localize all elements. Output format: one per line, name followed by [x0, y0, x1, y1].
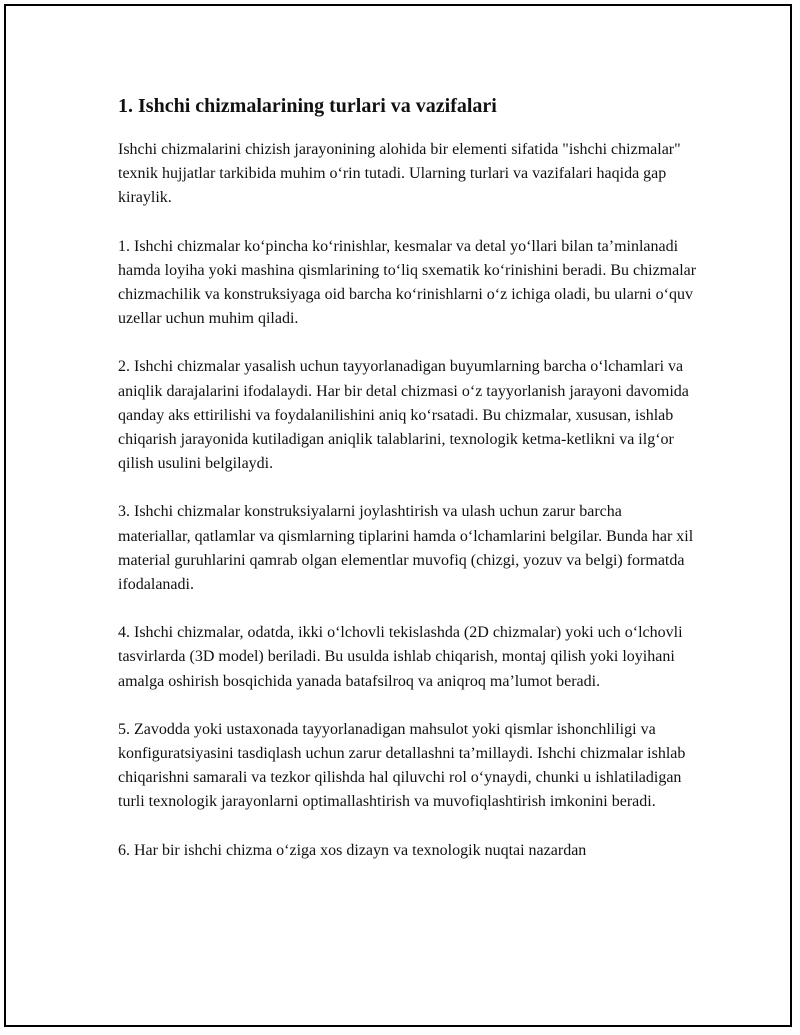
paragraph-item-3: 3. Ishchi chizmalar konstruksiyalarni joylashtirish va ulash uchun zarur barcha materiallar, qatlamlar va qismlarning tiplarini hamda o‘lchamlarini belgilar. Bunda har xil material guruhlarini qamrab olgan elementlar muvofiq (chizgi, yozuv va belgi) formatda ifodalanadi. — [118, 503, 694, 594]
document-body — [118, 92, 698, 887]
paragraph-item-1: 1. Ishchi chizmalar ko‘pincha ko‘rinishlar, kesmalar va detal yo‘llari bilan ta’minlanadi hamda loyiha yoki mashina qismlarining to‘liq sxematik ko‘rinishini beradi. Bu chizmalar chizmachilik va konstruksiyaga oid barcha ko‘rinishlarni o‘z ichiga oladi, bu ularni o‘quv uzellar uchun muhim qiladi. — [118, 237, 697, 328]
paragraph-item-5: 5. Zavodda yoki ustaxonada tayyorlanadigan mahsulot yoki qismlar ishonchliligi va konfiguratsiyasini tasdiqlash uchun zarur detallashni ta’millaydi. Ishchi chizmalar ishlab chiqarishni samarali va tezkor qilishda hal qiluvchi rol o‘ynaydi, chunki u ishlatiladigan turli texnologik jarayonlarni optimallashtirish va muvofiqlashtirish imkonini beradi. — [118, 720, 686, 811]
paragraph-item-2: 2. Ishchi chizmalar yasalish uchun tayyorlanadigan buyumlarning barcha o‘lchamlari va aniqlik darajalarini ifodalaydi. Har bir detal chizmasi o‘z tayyorlanish jarayoni davomida qanday aks ettirilishi va foydalanilishini aniq ko‘rsatadi. Bu chizmalar, xususan, ishlab chiqarish jarayonida kutiladigan aniqlik talablarini, texnologik ketma-ketlikni va ilg‘or qilish usulini belgilaydi. — [118, 358, 689, 473]
intro-paragraph: Ishchi chizmalarini chizish jarayonining alohida bir elementi sifatida "ishchi chizmalar" texnik hujjatlar tarkibida muhim o‘rin tutadi. Ularning turlari va vazifalari haqida gap kiraylik. — [118, 141, 681, 207]
section-heading: 1. Ishchi chizmalarining turlari va vazifalari — [118, 95, 497, 117]
paragraph-item-4: 4. Ishchi chizmalar, odatda, ikki o‘lchovli tekislashda (2D chizmalar) yoki uch o‘lchovli tasvirlarda (3D model) beriladi. Bu usulda ishlab chiqarish, montaj qilish yoki loyihani amalga oshirish bosqichida yanada batafsilroq va aniqroq ma’lumot beradi. — [118, 624, 683, 690]
paragraph-item-6: 6. Har bir ishchi chizma o‘ziga xos dizayn va texnologik nuqtai nazardan — [118, 841, 587, 859]
